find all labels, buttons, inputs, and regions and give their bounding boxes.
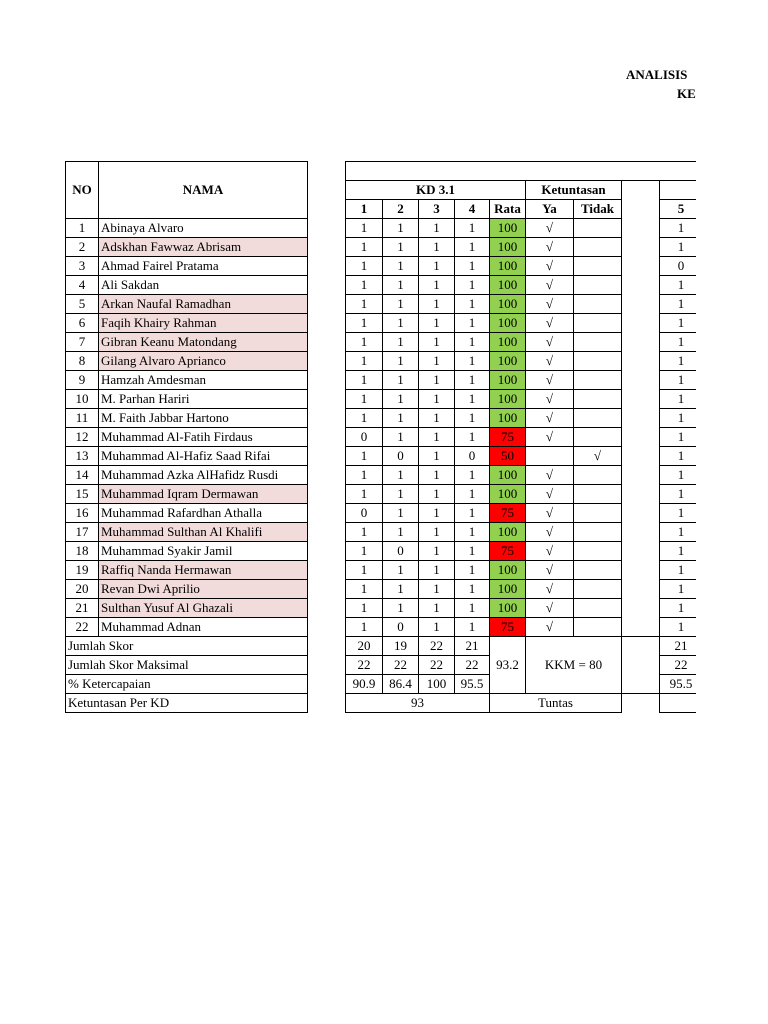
student-tidak-check [573,503,622,523]
student-score-q4: 1 [454,484,490,504]
student-no: 13 [65,446,99,466]
summary-ketercapaian-q1: 90.9 [345,674,383,694]
summary-label-ketercapaian: % Ketercapaian [65,674,308,694]
student-score-q5: 1 [659,218,696,238]
student-rata: 100 [489,560,526,580]
student-score-q1: 1 [345,465,383,485]
student-ya-check: √ [525,522,574,542]
student-score-q2: 1 [382,579,419,599]
student-score-q5: 1 [659,465,696,485]
student-score-q4: 1 [454,256,490,276]
student-name: Muhammad Syakir Jamil [98,541,308,561]
summary-ketuntasan-kd-value: 93 [345,693,490,713]
student-score-q3: 1 [418,579,455,599]
student-score-q1: 1 [345,598,383,618]
student-name: Muhammad Iqram Dermawan [98,484,308,504]
summary-next-status [659,693,696,713]
student-score-q3: 1 [418,389,455,409]
student-score-q3: 1 [418,332,455,352]
student-score-q1: 1 [345,522,383,542]
student-no: 21 [65,598,99,618]
student-ya-check: √ [525,465,574,485]
student-name: Arkan Naufal Ramadhan [98,294,308,314]
student-tidak-check [573,408,622,428]
student-score-q2: 1 [382,218,419,238]
student-score-q1: 1 [345,275,383,295]
student-score-q1: 1 [345,560,383,580]
summary-ketercapaian-q2: 86.4 [382,674,419,694]
student-score-q2: 1 [382,522,419,542]
student-rata: 100 [489,522,526,542]
student-name: Sulthan Yusuf Al Ghazali [98,598,308,618]
summary-jumlah_skor-q3: 22 [418,636,455,656]
student-score-q3: 1 [418,617,455,637]
student-score-q4: 1 [454,237,490,257]
student-score-q5: 1 [659,313,696,333]
student-score-q4: 1 [454,332,490,352]
student-tidak-check [573,332,622,352]
student-score-q5: 1 [659,503,696,523]
student-score-q2: 1 [382,465,419,485]
header-tidak: Tidak [573,199,622,219]
student-name: M. Faith Jabbar Hartono [98,408,308,428]
student-score-q2: 1 [382,237,419,257]
student-score-q1: 0 [345,503,383,523]
header-kd: KD 3.1 [345,180,526,200]
summary-jumlah_skor-q2: 19 [382,636,419,656]
student-score-q4: 1 [454,522,490,542]
student-score-q2: 1 [382,313,419,333]
student-ya-check: √ [525,579,574,599]
student-ya-check: √ [525,408,574,428]
student-score-q1: 1 [345,294,383,314]
student-score-q5: 1 [659,351,696,371]
student-score-q4: 1 [454,465,490,485]
student-score-q2: 0 [382,541,419,561]
header-next-question: 5 [659,199,696,219]
student-score-q4: 1 [454,351,490,371]
student-rata: 100 [489,275,526,295]
student-score-q3: 1 [418,294,455,314]
student-name: Muhammad Azka AlHafidz Rusdi [98,465,308,485]
summary-jumlah_skor_maksimal-q2: 22 [382,655,419,675]
student-ya-check: √ [525,313,574,333]
student-tidak-check [573,370,622,390]
student-ya-check: √ [525,541,574,561]
student-no: 9 [65,370,99,390]
student-score-q1: 1 [345,446,383,466]
student-score-q3: 1 [418,408,455,428]
summary-label-jumlah_skor_maksimal: Jumlah Skor Maksimal [65,655,308,675]
student-score-q1: 1 [345,332,383,352]
student-score-q3: 1 [418,218,455,238]
student-tidak-check: √ [573,446,622,466]
student-ya-check: √ [525,427,574,447]
student-score-q5: 1 [659,275,696,295]
student-score-q4: 1 [454,370,490,390]
student-score-q3: 1 [418,370,455,390]
student-ya-check: √ [525,218,574,238]
header-ketuntasan: Ketuntasan [525,180,622,200]
student-tidak-check [573,484,622,504]
student-score-q4: 1 [454,503,490,523]
student-ya-check: √ [525,389,574,409]
summary-ketercapaian-q5: 95.5 [659,674,696,694]
student-score-q2: 1 [382,275,419,295]
student-ya-check: √ [525,275,574,295]
student-score-q5: 1 [659,541,696,561]
header-no: NO [65,161,99,219]
student-no: 7 [65,332,99,352]
student-tidak-check [573,294,622,314]
student-score-q3: 1 [418,313,455,333]
header-nama: NAMA [98,161,308,219]
student-score-q2: 1 [382,370,419,390]
student-no: 19 [65,560,99,580]
student-name: Gilang Alvaro Aprianco [98,351,308,371]
student-ya-check: √ [525,237,574,257]
student-score-q1: 1 [345,256,383,276]
header-question-1: 1 [345,199,383,219]
student-tidak-check [573,237,622,257]
student-name: Muhammad Adnan [98,617,308,637]
student-rata: 75 [489,427,526,447]
student-score-q4: 1 [454,313,490,333]
student-score-q2: 1 [382,389,419,409]
student-score-q4: 1 [454,408,490,428]
report-title-line2: KE [677,86,696,101]
student-score-q2: 1 [382,484,419,504]
student-name: M. Parhan Hariri [98,389,308,409]
summary-jumlah_skor-q4: 21 [454,636,490,656]
summary-ketercapaian-q4: 95.5 [454,674,490,694]
student-score-q5: 1 [659,389,696,409]
student-no: 3 [65,256,99,276]
student-score-q3: 1 [418,465,455,485]
student-name: Muhammad Al-Fatih Firdaus [98,427,308,447]
student-score-q4: 1 [454,294,490,314]
student-tidak-check [573,427,622,447]
student-tidak-check [573,598,622,618]
student-tidak-check [573,275,622,295]
student-ya-check: √ [525,560,574,580]
student-score-q3: 1 [418,541,455,561]
summary-label-ketuntasan-kd: Ketuntasan Per KD [65,693,308,713]
student-score-q1: 1 [345,579,383,599]
student-no: 17 [65,522,99,542]
header-ya: Ya [525,199,574,219]
student-score-q2: 1 [382,503,419,523]
student-rata: 100 [489,294,526,314]
student-name: Ali Sakdan [98,275,308,295]
student-score-q3: 1 [418,446,455,466]
student-tidak-check [573,541,622,561]
student-ya-check: √ [525,617,574,637]
header-question-3: 3 [418,199,455,219]
student-rata: 100 [489,598,526,618]
student-score-q2: 1 [382,408,419,428]
student-no: 18 [65,541,99,561]
student-score-q5: 1 [659,617,696,637]
student-rata: 100 [489,408,526,428]
summary-jumlah_skor_maksimal-q5: 22 [659,655,696,675]
student-tidak-check [573,351,622,371]
student-rata: 100 [489,370,526,390]
student-no: 20 [65,579,99,599]
student-score-q5: 0 [659,256,696,276]
student-score-q5: 1 [659,332,696,352]
student-score-q2: 1 [382,560,419,580]
student-ya-check: √ [525,294,574,314]
student-score-q3: 1 [418,275,455,295]
student-score-q3: 1 [418,256,455,276]
student-name: Raffiq Nanda Hermawan [98,560,308,580]
summary-rata-total: 93.2 [489,636,526,694]
student-no: 2 [65,237,99,257]
student-score-q2: 0 [382,446,419,466]
student-score-q1: 0 [345,427,383,447]
student-score-q4: 1 [454,560,490,580]
student-tidak-check [573,389,622,409]
student-tidak-check [573,560,622,580]
student-ya-check [525,446,574,466]
report-title-line1: ANALISIS [626,67,688,82]
summary-jumlah_skor_maksimal-q4: 22 [454,655,490,675]
student-name: Muhammad Al-Hafiz Saad Rifai [98,446,308,466]
student-score-q5: 1 [659,427,696,447]
student-score-q4: 0 [454,446,490,466]
student-score-q1: 1 [345,237,383,257]
student-score-q5: 1 [659,522,696,542]
header-question-2: 2 [382,199,419,219]
student-rata: 75 [489,617,526,637]
student-rata: 75 [489,503,526,523]
summary-jumlah_skor-q5: 21 [659,636,696,656]
student-name: Revan Dwi Aprilio [98,579,308,599]
student-tidak-check [573,617,622,637]
student-score-q2: 1 [382,351,419,371]
summary-jumlah_skor_maksimal-q3: 22 [418,655,455,675]
student-no: 14 [65,465,99,485]
student-score-q4: 1 [454,541,490,561]
student-ya-check: √ [525,503,574,523]
student-score-q1: 1 [345,218,383,238]
student-score-q3: 1 [418,484,455,504]
student-tidak-check [573,465,622,485]
student-score-q3: 1 [418,427,455,447]
student-name: Adskhan Fawwaz Abrisam [98,237,308,257]
student-score-q2: 1 [382,332,419,352]
student-score-q2: 1 [382,598,419,618]
student-no: 4 [65,275,99,295]
student-tidak-check [573,256,622,276]
student-score-q3: 1 [418,598,455,618]
student-no: 1 [65,218,99,238]
summary-label-jumlah_skor: Jumlah Skor [65,636,308,656]
student-no: 12 [65,427,99,447]
student-rata: 100 [489,389,526,409]
summary-jumlah_skor_maksimal-q1: 22 [345,655,383,675]
student-rata: 100 [489,579,526,599]
student-score-q4: 1 [454,579,490,599]
student-rata: 100 [489,351,526,371]
student-score-q1: 1 [345,541,383,561]
student-score-q3: 1 [418,560,455,580]
summary-kkm: KKM = 80 [525,636,622,694]
student-score-q1: 1 [345,408,383,428]
student-score-q1: 1 [345,313,383,333]
header-next-group [659,180,696,200]
student-score-q5: 1 [659,237,696,257]
student-rata: 100 [489,465,526,485]
student-ya-check: √ [525,484,574,504]
student-rata: 100 [489,218,526,238]
summary-gap-block [621,636,660,694]
student-score-q3: 1 [418,237,455,257]
student-no: 5 [65,294,99,314]
student-no: 11 [65,408,99,428]
student-rata: 100 [489,332,526,352]
student-no: 15 [65,484,99,504]
student-ya-check: √ [525,256,574,276]
student-ya-check: √ [525,370,574,390]
student-score-q1: 1 [345,351,383,371]
student-tidak-check [573,313,622,333]
student-score-q4: 1 [454,218,490,238]
student-ya-check: √ [525,351,574,371]
student-score-q2: 1 [382,427,419,447]
student-score-q2: 1 [382,256,419,276]
student-no: 16 [65,503,99,523]
student-score-q3: 1 [418,351,455,371]
student-tidak-check [573,579,622,599]
student-name: Faqih Khairy Rahman [98,313,308,333]
student-no: 10 [65,389,99,409]
student-score-q4: 1 [454,617,490,637]
header-rata: Rata [489,199,526,219]
summary-status: Tuntas [489,693,622,713]
student-score-q1: 1 [345,484,383,504]
student-score-q5: 1 [659,446,696,466]
student-score-q2: 1 [382,294,419,314]
student-rata: 100 [489,256,526,276]
student-rata: 100 [489,484,526,504]
student-score-q3: 1 [418,503,455,523]
student-score-q5: 1 [659,560,696,580]
student-score-q4: 1 [454,389,490,409]
student-name: Ahmad Fairel Pratama [98,256,308,276]
student-score-q4: 1 [454,275,490,295]
student-name: Abinaya Alvaro [98,218,308,238]
student-name: Muhammad Sulthan Al Khalifi [98,522,308,542]
student-rata: 50 [489,446,526,466]
student-score-q1: 1 [345,389,383,409]
student-score-q5: 1 [659,408,696,428]
student-tidak-check [573,218,622,238]
student-tidak-check [573,522,622,542]
student-rata: 100 [489,237,526,257]
student-no: 22 [65,617,99,637]
student-score-q2: 0 [382,617,419,637]
student-ya-check: √ [525,332,574,352]
student-score-q5: 1 [659,294,696,314]
student-score-q1: 1 [345,370,383,390]
student-score-q1: 1 [345,617,383,637]
student-score-q3: 1 [418,522,455,542]
summary-ketercapaian-q3: 100 [418,674,455,694]
student-name: Gibran Keanu Matondang [98,332,308,352]
header-question-4: 4 [454,199,490,219]
student-score-q5: 1 [659,484,696,504]
summary-jumlah_skor-q1: 20 [345,636,383,656]
student-score-q4: 1 [454,598,490,618]
student-score-q5: 1 [659,579,696,599]
student-score-q5: 1 [659,598,696,618]
student-name: Muhammad Rafardhan Athalla [98,503,308,523]
student-rata: 100 [489,313,526,333]
student-score-q5: 1 [659,370,696,390]
student-no: 8 [65,351,99,371]
student-rata: 75 [489,541,526,561]
student-name: Hamzah Amdesman [98,370,308,390]
student-ya-check: √ [525,598,574,618]
student-no: 6 [65,313,99,333]
header-group-top [345,161,696,181]
student-score-q4: 1 [454,427,490,447]
